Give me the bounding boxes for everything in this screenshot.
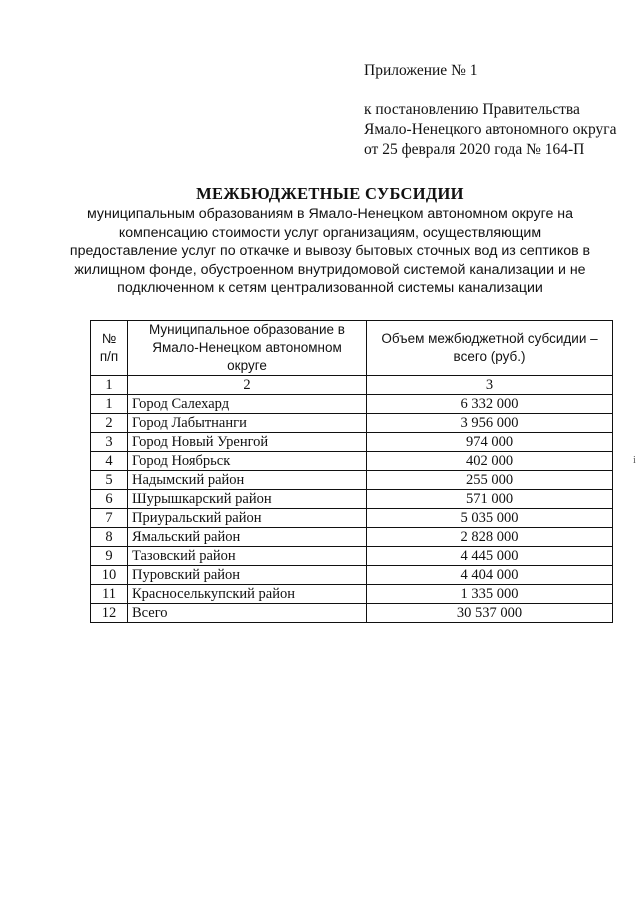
document-heading bbox=[60, 183, 600, 298]
row-number-cell: 6 bbox=[91, 490, 128, 509]
appendix-title-text: Приложение № 1 bbox=[364, 62, 478, 79]
row-number-cell: 7 bbox=[91, 509, 128, 528]
column-number: 1 bbox=[91, 376, 128, 395]
row-amount-cell: 255 000 bbox=[367, 471, 613, 490]
table-row bbox=[91, 452, 613, 471]
column-number: 3 bbox=[367, 376, 613, 395]
row-amount-cell: 402 000 bbox=[367, 452, 613, 471]
table-row bbox=[91, 509, 613, 528]
row-number-cell: 5 bbox=[91, 471, 128, 490]
row-amount-cell: 571 000 bbox=[367, 490, 613, 509]
heading-line: предоставление услуг по откачке и вывозу бытовых сточных вод из септиков в bbox=[69, 243, 591, 259]
column-number: 2 bbox=[128, 376, 367, 395]
row-number-cell: 8 bbox=[91, 528, 128, 547]
row-municipality-cell: Город Ноябрьск bbox=[128, 452, 367, 471]
header-municipality: Муниципальное образование в Ямало-Ненецком автономном округе bbox=[128, 321, 367, 376]
appendix-reference bbox=[364, 100, 624, 160]
heading-line: жилищном фонде, обустроенном внутридомовой системой канализации и не bbox=[74, 261, 586, 278]
header-amount: Объем межбюджетной субсидии – всего (руб.) bbox=[367, 321, 613, 376]
row-number-cell: 11 bbox=[91, 585, 128, 604]
heading-line: муниципальным образованиям в Ямало-Ненецком автономном округе на bbox=[86, 206, 574, 222]
document-title: МЕЖБЮДЖЕТНЫЕ СУБСИДИИ bbox=[196, 184, 464, 203]
column-number-row bbox=[91, 376, 613, 395]
row-number-cell: 4 bbox=[91, 452, 128, 471]
row-municipality-cell: Пуровский район bbox=[128, 566, 367, 585]
row-amount-cell: 5 035 000 bbox=[367, 509, 613, 528]
appendix-title bbox=[364, 61, 624, 81]
table-row bbox=[91, 585, 613, 604]
row-number-cell: 1 bbox=[91, 395, 128, 414]
row-number-cell: 2 bbox=[91, 414, 128, 433]
row-amount-cell: 3 956 000 bbox=[367, 414, 613, 433]
row-amount-cell: 4 404 000 bbox=[367, 566, 613, 585]
heading-line: подключенном к сетям централизованной системы канализации bbox=[117, 280, 543, 296]
table-row bbox=[91, 433, 613, 452]
appendix-line: к постановлению Правительства bbox=[364, 101, 580, 118]
table-row bbox=[91, 414, 613, 433]
row-number-cell: 9 bbox=[91, 547, 128, 566]
margin-mark: i bbox=[633, 455, 636, 466]
table-row bbox=[91, 604, 613, 623]
appendix-line: Ямало-Ненецкого автономного округа bbox=[364, 121, 617, 138]
table-body bbox=[91, 376, 613, 623]
row-municipality-cell: Город Лабытнанги bbox=[128, 414, 367, 433]
table-row bbox=[91, 395, 613, 414]
row-municipality-cell: Всего bbox=[128, 604, 367, 623]
row-amount-cell: 30 537 000 bbox=[367, 604, 613, 623]
row-amount-cell: 2 828 000 bbox=[367, 528, 613, 547]
table-row bbox=[91, 547, 613, 566]
row-amount-cell: 6 332 000 bbox=[367, 395, 613, 414]
table-row bbox=[91, 566, 613, 585]
table-row bbox=[91, 471, 613, 490]
row-municipality-cell: Тазовский район bbox=[128, 547, 367, 566]
row-number-cell: 10 bbox=[91, 566, 128, 585]
table-row bbox=[91, 528, 613, 547]
table-header-row bbox=[91, 321, 613, 376]
row-number-cell: 3 bbox=[91, 433, 128, 452]
row-municipality-cell: Город Новый Уренгой bbox=[128, 433, 367, 452]
row-municipality-cell: Красноселькупский район bbox=[128, 585, 367, 604]
row-municipality-cell: Город Салехард bbox=[128, 395, 367, 414]
appendix-line: от 25 февраля 2020 года № 164-П bbox=[364, 141, 585, 158]
subsidies-table bbox=[90, 320, 613, 623]
row-amount-cell: 1 335 000 bbox=[367, 585, 613, 604]
header-num: № п/п bbox=[91, 321, 128, 376]
row-municipality-cell: Ямальский район bbox=[128, 528, 367, 547]
row-amount-cell: 974 000 bbox=[367, 433, 613, 452]
heading-line: компенсацию стоимости услуг организациям, осуществляющим bbox=[118, 224, 542, 241]
row-municipality-cell: Приуральский район bbox=[128, 509, 367, 528]
row-municipality-cell: Шурышкарский район bbox=[128, 490, 367, 509]
row-municipality-cell: Надымский район bbox=[128, 471, 367, 490]
row-number-cell: 12 bbox=[91, 604, 128, 623]
row-amount-cell: 4 445 000 bbox=[367, 547, 613, 566]
table-row bbox=[91, 490, 613, 509]
